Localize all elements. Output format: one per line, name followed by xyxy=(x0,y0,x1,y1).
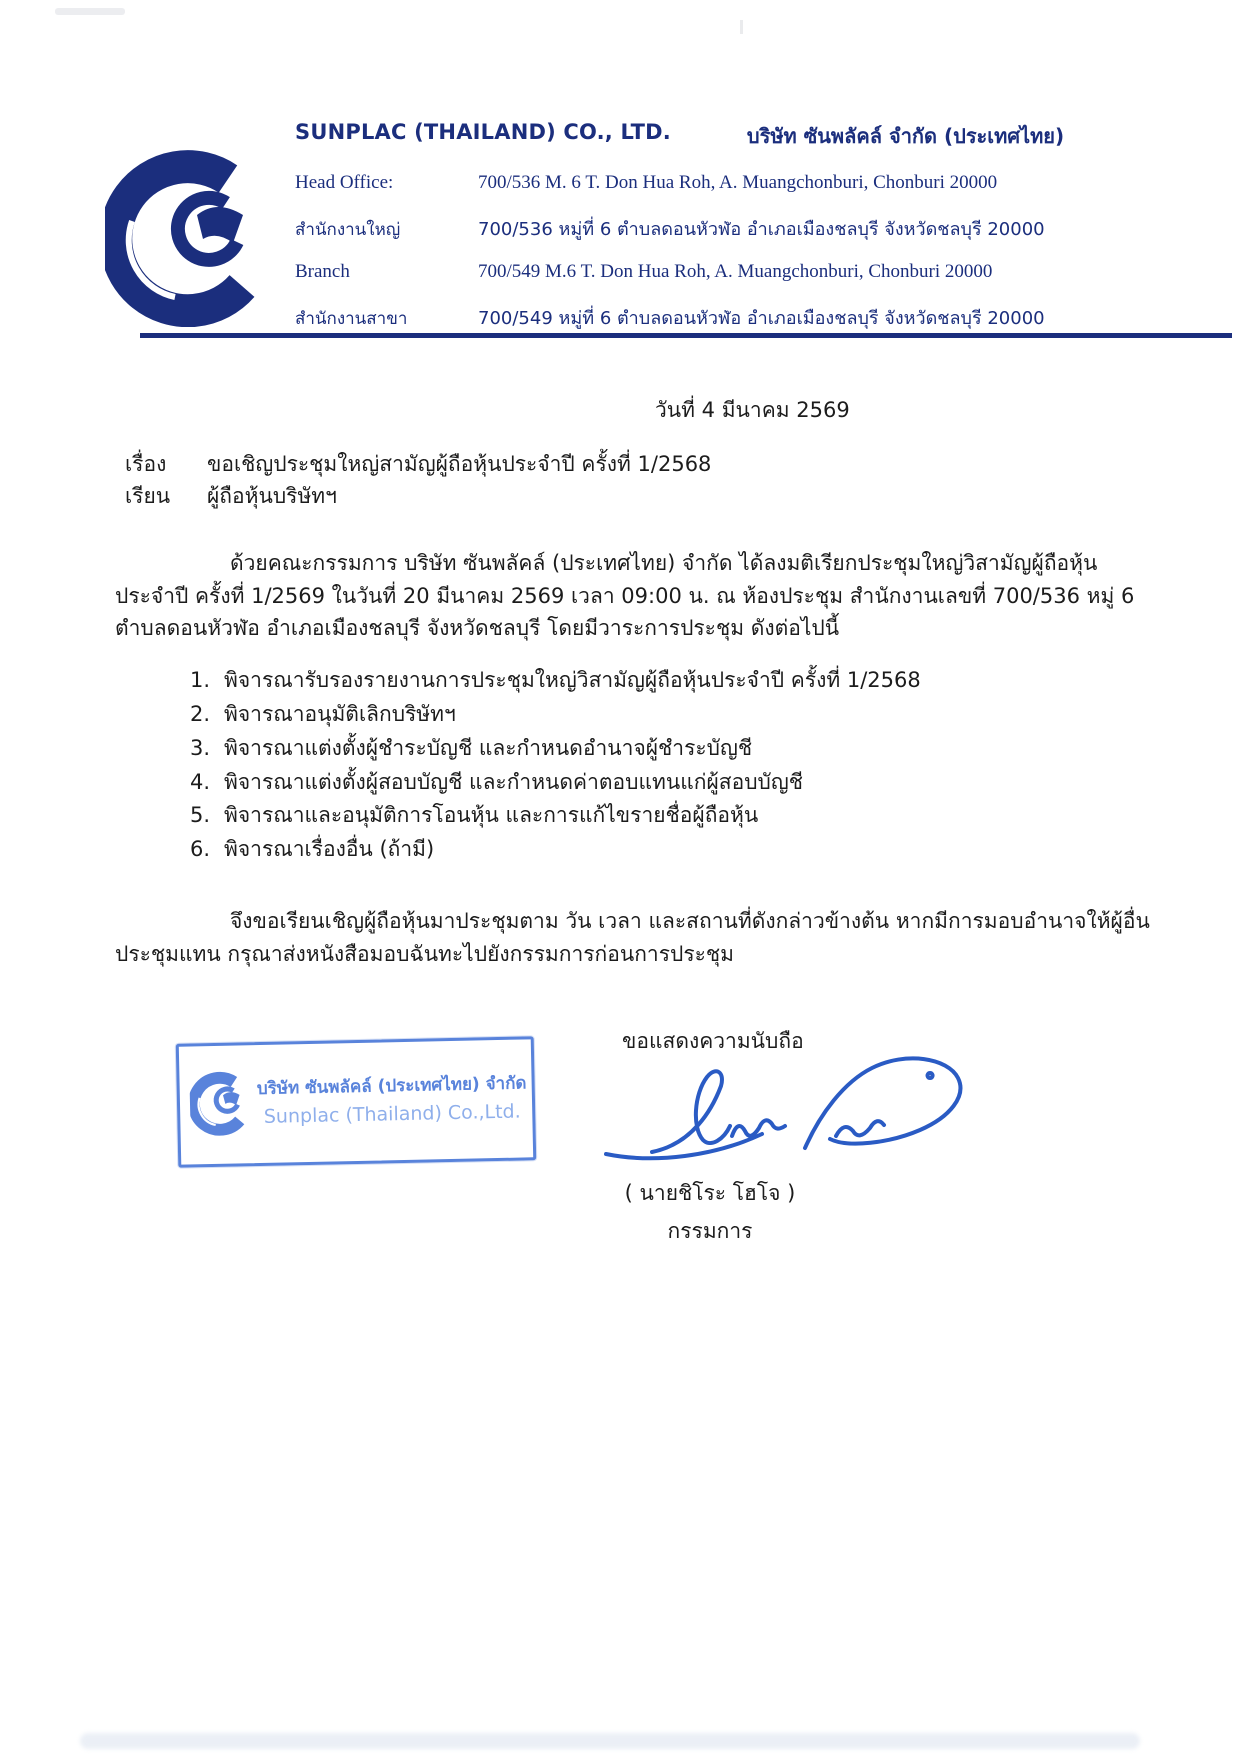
letter-date: วันที่ 4 มีนาคม 2569 xyxy=(655,398,850,422)
stamp-text-block xyxy=(251,1071,532,1131)
scan-artifact-top-2 xyxy=(740,20,743,34)
agenda-number: 1. xyxy=(190,668,211,692)
agenda-text: พิจารณาแต่งตั้งผู้สอบบัญชี และกำหนดค่าตอบแทนแก่ผู้สอบบัญชี xyxy=(224,770,803,794)
branch-address: 700/549 M.6 T. Don Hua Roh, A. Muangchonburi, Chonburi 20000 xyxy=(478,261,993,282)
body-line-3: ตำบลดอนหัวฬ่อ อำเภอเมืองชลบุรี จังหวัดชลบุรี โดยมีวาระการประชุม ดังต่อไปนี้ xyxy=(115,616,840,640)
company-name-th: บริษัท ซันพลัคล์ จำกัด (ประเทศไทย) xyxy=(746,124,1065,148)
signer-title: กรรมการ xyxy=(667,1219,753,1243)
subject-label: เรื่อง xyxy=(125,452,167,476)
agenda-number: 2. xyxy=(190,702,211,726)
signer-name: ( นายชิโระ โฮโจ ) xyxy=(624,1181,796,1205)
agenda-number: 4. xyxy=(190,770,211,794)
company-title-row xyxy=(295,120,1064,152)
body-line-2: ประจำปี ครั้งที่ 1/2569 ในวันที่ 20 มีนาคม 2569 เวลา 09:00 น. ณ ห้องประชุม สำนักงานเลขที่ 700/536 หมู่ 6 xyxy=(115,584,1135,608)
agenda-number: 5. xyxy=(190,803,211,827)
branch-label-th: สำนักงานสาขา xyxy=(295,309,408,329)
subject-text: ขอเชิญประชุมใหญ่สามัญผู้ถือหุ้นประจำปี ครั้งที่ 1/2568 xyxy=(207,452,712,476)
agenda-number: 6. xyxy=(190,837,211,861)
signature-icon xyxy=(600,1052,980,1192)
head-office-address: 700/536 M. 6 T. Don Hua Roh, A. Muangchonburi, Chonburi 20000 xyxy=(478,172,998,193)
agenda-text: พิจารณาแต่งตั้งผู้ชำระบัญชี และกำหนดอำนาจผู้ชำระบัญชี xyxy=(224,736,753,760)
agenda-text: พิจารณารับรองรายงานการประชุมใหญ่วิสามัญผู้ถือหุ้นประจำปี ครั้งที่ 1/2568 xyxy=(224,668,921,692)
agenda-text: พิจารณาและอนุมัติการโอนหุ้น และการแก้ไขรายชื่อผู้ถือหุ้น xyxy=(224,803,759,827)
handwritten-signature xyxy=(600,1052,980,1196)
stamp-company-en: Sunplac (Thailand) Co.,Ltd. xyxy=(263,1100,521,1128)
branch-label: Branch xyxy=(295,261,350,282)
stamp-company-th: บริษัท ซันพลัคล์ (ประเทศไทย) จำกัด xyxy=(256,1073,527,1100)
branch-address-th: 700/549 หมู่ที่ 6 ตำบลดอนหัวฬ่อ อำเภอเมืองชลบุรี จังหวัดชลบุรี 20000 xyxy=(478,308,1045,329)
to-text: ผู้ถือหุ้นบริษัทฯ xyxy=(207,484,337,508)
head-office-address-th: 700/536 หมู่ที่ 6 ตำบลดอนหัวฬ่อ อำเภอเมืองชลบุรี จังหวัดชลบุรี 20000 xyxy=(478,219,1045,240)
company-stamp xyxy=(176,1036,537,1167)
agenda-number: 3. xyxy=(190,736,211,760)
c-monogram-icon xyxy=(105,145,277,327)
respect-line: ขอแสดงความนับถือ xyxy=(622,1029,804,1053)
company-name-en: SUNPLAC (THAILAND) CO., LTD. xyxy=(295,120,671,144)
closing-line-1: จึงขอเรียนเชิญผู้ถือหุ้นมาประชุมตาม วัน เวลา และสถานที่ดังกล่าวข้างต้น หากมีการมอบอำนาจให้ผู้อื่น xyxy=(230,909,1150,933)
head-office-label: Head Office: xyxy=(295,172,394,193)
to-label: เรียน xyxy=(125,484,171,508)
closing-line-2: ประชุมแทน กรุณาส่งหนังสือมอบฉันทะไปยังกรรมการก่อนการประชุม xyxy=(115,942,734,966)
agenda-text: พิจารณาอนุมัติเลิกบริษัทฯ xyxy=(224,702,456,726)
c-monogram-stamp-icon xyxy=(189,1069,252,1136)
company-logo xyxy=(105,145,277,331)
agenda-text: พิจารณาเรื่องอื่น (ถ้ามี) xyxy=(224,837,435,861)
scan-artifact-bottom xyxy=(80,1733,1140,1749)
stamp-logo xyxy=(189,1069,252,1140)
head-office-label-th: สำนักงานใหญ่ xyxy=(295,220,401,240)
header-divider xyxy=(140,333,1232,338)
body-line-1: ด้วยคณะกรรมการ บริษัท ซันพลัคล์ (ประเทศไทย) จำกัด ได้ลงมติเรียกประชุมใหญ่วิสามัญผู้ถือหุ้น xyxy=(230,551,1098,575)
scan-artifact-top xyxy=(55,8,125,15)
